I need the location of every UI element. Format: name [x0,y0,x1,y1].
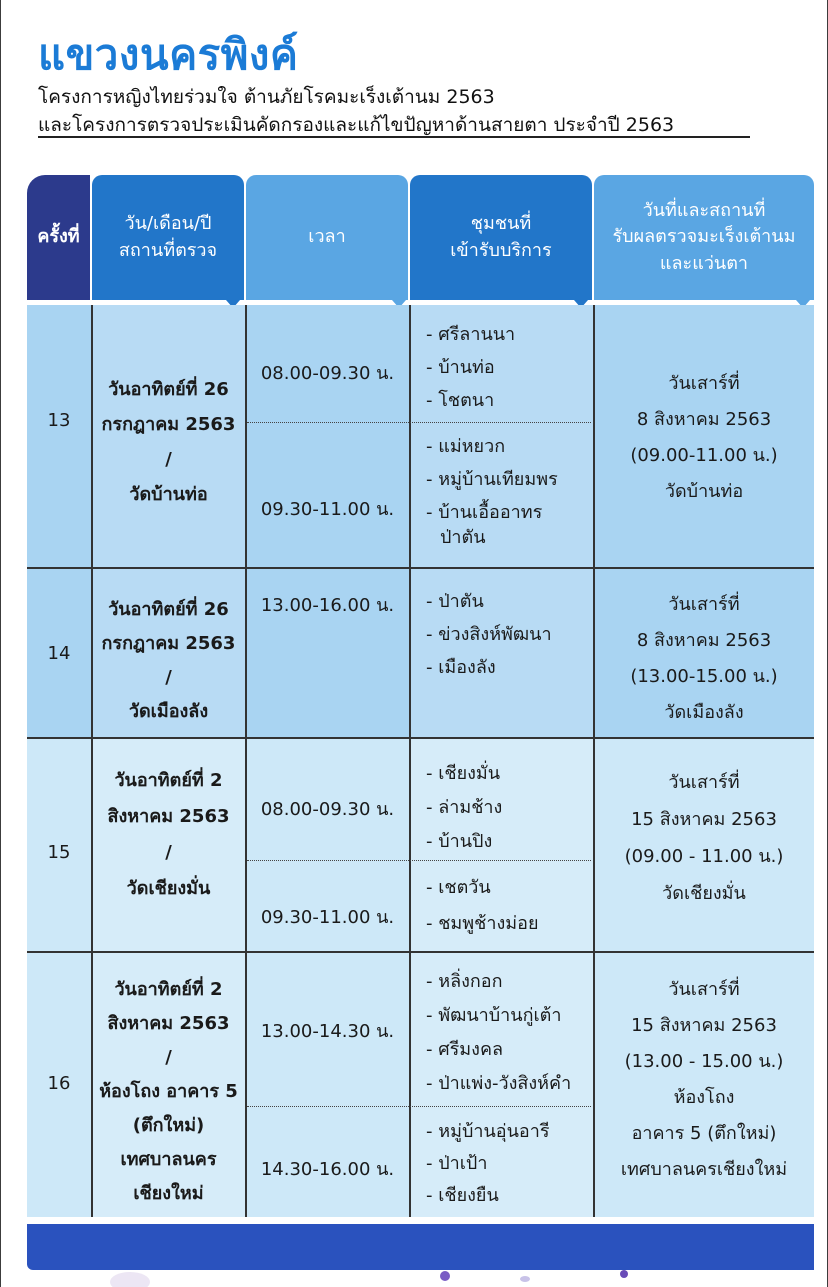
community-list: - หลิ่งกอก - พัฒนาบ้านกู่เต้า - ศรีมงคล - ป่าแพ่ง-วังสิงห์คำ [426,971,572,1094]
slot-divider [247,1106,591,1107]
footer-bar [27,1224,814,1270]
subtitle-line-2: และโครงการตรวจประเมินคัดกรองและแก้ไขปัญหาด้านสายตา ประจำปี 2563 [38,114,675,136]
time-slot: 13.00-14.30 น. [260,1021,395,1042]
decorative-dot [440,1271,450,1281]
date-place: วันอาทิตย์ที่ 26 กรกฎาคม 2563 / วัดเมืองลัง [101,599,236,722]
community-list: - หมู่บ้านอุ่นอารี - ป่าเป้า - เชียงยืน [426,1121,550,1206]
community-list: - ศรีลานนา - บ้านท่อ - โชตนา [426,324,516,411]
date-place: วันอาทิตย์ที่ 2 สิงหาคม 2563 / วัดเชียงมั่น [107,770,230,899]
round-number: 14 [47,643,71,664]
header-time: เวลา [246,175,408,300]
header-community: ชุมชนที่ เข้ารับบริการ [410,175,592,300]
column-divider [245,305,247,1217]
round-number: 16 [47,1073,71,1094]
row-divider [27,737,814,739]
round-number: 13 [47,410,71,431]
header-round: ครั้งที่ [27,175,90,300]
column-divider [409,305,411,1217]
subtitle-line-1: โครงการหญิงไทยร่วมใจ ต้านภัยโรคมะเร็งเต้านม 2563 [38,86,495,108]
result-info: วันเสาร์ที่ 15 สิงหาคม 2563 (09.00 - 11.00 น.) วัดเชียงมั่น [624,772,784,904]
result-info: วันเสาร์ที่ 8 สิงหาคม 2563 (09.00-11.00 น.) วัดบ้านท่อ [630,373,778,502]
result-info: วันเสาร์ที่ 15 สิงหาคม 2563 (13.00 - 15.00 น.) ห้องโถง อาคาร 5 (ตึกใหม่) เทศบาลนครเชียงใหม่ [620,979,788,1180]
time-slot: 08.00-09.30 น. [260,363,395,384]
header-result: วันที่และสถานที่ รับผลตรวจมะเร็งเต้านม และแว่นตา [594,175,814,300]
date-place: วันอาทิตย์ที่ 2 สิงหาคม 2563 / ห้องโถง อาคาร 5 (ตึกใหม่) เทศบาลนคร เชียงใหม่ [99,979,238,1204]
row-divider [27,567,814,569]
decorative-shape [110,1272,150,1287]
community-list: - ป่าตัน - ข่วงสิงห์พัฒนา - เมืองลัง [426,591,552,678]
date-place: วันอาทิตย์ที่ 26 กรกฎาคม 2563 / วัดบ้านท่อ [101,379,236,505]
community-list: - แม่หยวก - หมู่บ้านเทียมพร - บ้านเอื้ออาทร ป่าตัน [426,436,558,548]
title-underline [38,136,750,138]
header-date-place: วัน/เดือน/ปี สถานที่ตรวจ [92,175,244,300]
result-info: วันเสาร์ที่ 8 สิงหาคม 2563 (13.00-15.00 น.) วัดเมืองลัง [630,594,778,723]
time-slot: 09.30-11.00 น. [260,907,395,928]
decorative-dot [520,1276,530,1282]
page-title: แขวงนครพิงค์ [38,30,299,79]
decorative-dot [620,1270,628,1278]
time-slot: 09.30-11.00 น. [260,499,395,520]
round-number: 15 [47,842,71,863]
time-slot: 14.30-16.00 น. [260,1159,395,1180]
slot-divider [247,860,591,861]
community-list: - เชตวัน - ชมพูช้างม่อย [426,877,539,934]
community-list: - เชียงมั่น - ล่ามช้าง - บ้านปิง [426,763,503,852]
row-divider [27,951,814,953]
slot-divider [247,422,591,423]
time-slot: 13.00-16.00 น. [260,595,395,616]
time-slot: 08.00-09.30 น. [260,799,395,820]
